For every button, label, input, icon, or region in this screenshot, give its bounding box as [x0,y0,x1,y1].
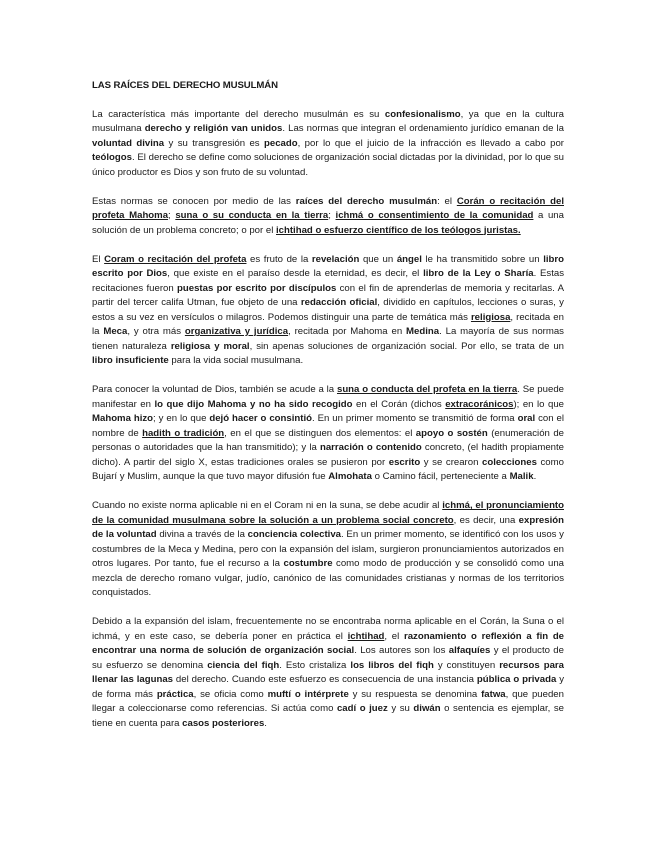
bold-text-run: escrito [388,456,421,468]
paragraph-4 [92,383,564,485]
bold-text-run: muftí o intérprete [267,688,349,700]
paragraph-3 [92,253,564,369]
text-run: ; y en lo que [153,413,210,424]
text-run: . Esto cristaliza [279,659,351,671]
bold-underlined-text-run: religiosa [470,311,511,323]
text-run: . Estas recitaciones fueron [92,268,564,294]
bold-text-run: cadí o juez [336,703,388,714]
bold-text-run: oral [517,413,536,424]
bold-text-run: libro de la Ley o Sharía [423,268,534,279]
bold-underlined-text-run: extracoránicos [445,398,514,410]
bold-text-run: ángel [396,253,422,265]
text-run: , que existe en el paraíso desde la eternidad, es decir, el [167,268,424,279]
text-run: a una solución de un problema concreto; o por el [92,210,564,236]
text-run: . En un primer momento, se identificó con los usos y costumbres de la Meca y Medina, pero con la expansión del islam, surgieron pronunciamientos autorizados en otros lugares. Por tanto, fue el recurso a la [92,529,564,569]
text-run: con el fin de aprenderlas de memoria y recitarlas. A partir del tercer califa Utman, fue objeto de una [92,282,564,308]
bold-text-run: fatwa [481,688,506,700]
text-run: El [92,253,105,265]
text-run: . En un primer momento se transmitió de forma [311,413,518,424]
text-run: es fruto de la [246,253,312,265]
bold-text-run: expresión de la voluntad [92,514,564,540]
text-run: , es decir, una [453,514,519,526]
bold-underlined-text-run: organizativa y jurídica [184,326,289,337]
bold-text-run: costumbre [283,558,333,569]
text-run: , el [384,630,404,642]
text-run: concreto, (el hadith propiamente dicho). A partir del siglo X, estas tradiciones orales se pusieron por [92,442,564,468]
text-run: , que pueden llegar a coleccionarse como referencias. Si actúa como [92,688,564,714]
bold-text-run: puestas por escrito por discípulos [177,282,337,294]
text-run: y su [387,703,414,714]
bold-text-run: diwán [413,703,441,714]
paragraph-2 [92,195,564,239]
text-run: , en el que se distinguen dos elementos: el [224,427,416,439]
bold-text-run: conciencia colectiva [247,529,342,540]
bold-text-run: redacción oficial [300,297,378,308]
text-run: , dividido en capítulos, lecciones o suras, y estos a su vez en versículos o milagros. Podemos distinguir una parte de temática más [92,297,564,323]
bold-text-run: práctica [156,688,194,700]
text-run: Debido a la expansión del islam, frecuentemente no se encontraba norma aplicable en el Corán, la Suna o el ichmá, y en este caso, se debería poner en práctica el [92,616,564,642]
text-run: La característica más importante del derecho musulmán es su [92,108,385,120]
bold-text-run: teólogos [92,152,132,163]
text-run: y de forma más [92,674,564,700]
bold-underlined-text-run: hadith o tradición [142,427,225,439]
text-run: del derecho. Cuando este esfuerzo es consecuencia de una instancia [173,674,477,685]
paragraph-1 [92,108,564,181]
text-run: . [264,717,267,729]
document-body [92,79,564,746]
text-run: y constituyen [433,659,500,671]
bold-text-run: razonamiento o reflexión a fin de encontrar una norma de solución de organización social [92,630,565,656]
page-title: LAS RAÍCES DEL DERECHO MUSULMÁN [92,80,278,91]
text-run: . [533,471,537,482]
text-run: , y otra más [127,326,185,337]
bold-text-run: lo que dijo Mahoma y no ha sido recogido [154,398,353,410]
text-run: , sin apenas soluciones de organización social. Por ello, se trata de un [249,340,565,352]
bold-text-run: pública o privada [476,674,557,685]
paragraph-6 [92,615,564,731]
bold-text-run: voluntad divina [92,137,165,149]
bold-text-run: narración o contenido [319,442,422,453]
text-run: con el nombre de [92,413,564,439]
text-run: , por lo que el juicio de la infracción es llevado a cabo por [297,137,564,149]
paragraph-container [92,108,564,732]
text-run: Para conocer la voluntad de Dios, también se acude a la [92,384,337,395]
text-run: que un [359,253,397,265]
text-run: ; [328,210,336,221]
bold-text-run: Mahoma hizo [92,413,154,424]
text-run: Cuando no existe norma aplicable ni en el Coram ni en la suna, se debe acudir al [92,500,443,511]
text-run: como modo de producción y se consolidó como una mezcla de derecho romano vulgar, judío, canónico de las comunidades cristianas y normas de los territorios conquistados. [92,558,565,598]
bold-underlined-text-run: ichtihad o esfuerzo científico de los teólogos juristas. [276,224,521,236]
bold-text-run: colecciones [482,456,537,468]
bold-text-run: Malik [509,471,534,482]
bold-text-run: raíces del derecho musulmán [295,195,438,207]
text-run: divina a través de la [156,529,248,540]
text-run: y su transgresión es [164,137,265,149]
text-run: , recitada por Mahoma en [288,326,407,337]
text-run: , ya que en la cultura musulmana [92,108,564,134]
text-run: en el Corán (dichos [352,398,446,410]
bold-text-run: religiosa y moral [170,340,250,352]
text-run: y el producto de su esfuerzo se denomina [92,645,564,671]
bold-text-run: dejó hacer o consintió [209,413,312,424]
bold-underlined-text-run: suna o su conducta en la tierra [175,210,329,221]
bold-underlined-text-run: Corán o recitación del profeta Mahoma [92,195,564,221]
text-run: ); en lo que [513,398,564,410]
bold-text-run: revelación [311,253,360,265]
text-run: ; [168,210,176,221]
bold-text-run: confesionalismo [384,108,461,120]
text-run: le ha transmitido sobre un [421,253,544,265]
bold-text-run: ciencia del fiqh [207,659,280,671]
bold-underlined-text-run: ichtihad [347,630,385,642]
bold-underlined-text-run: ichmá o consentimiento de la comunidad [335,210,534,221]
bold-underlined-text-run: Coram o recitación del profeta [104,253,247,265]
bold-underlined-text-run: suna o conducta del profeta en la tierra [336,384,518,395]
bold-text-run: casos posteriores [182,717,265,729]
bold-text-run: Medina [406,326,440,337]
text-run: o Camino fácil, perteneciente a [371,471,510,482]
text-run: Estas normas se conocen por medio de las [92,195,296,207]
text-run: (enumeración de personas o autoridades que la han transmitido); y la [92,427,564,453]
text-run: : el [437,195,457,207]
bold-text-run: recursos para llenar las lagunas [92,659,564,685]
bold-underlined-text-run: ichmá, el pronunciamiento de la comunidad musulmana sobre la solución a un problema social concreto [92,500,564,526]
text-run: para la vida social musulmana. [168,355,304,366]
bold-text-run: libro escrito por Dios [92,253,564,279]
text-run: . Los autores son los [354,645,449,656]
text-run: . La mayoría de sus normas tienen naturaleza [92,326,564,352]
text-run: . Se puede manifestar en [92,384,564,410]
bold-text-run: los libros del fiqh [350,659,434,671]
text-run: y su respuesta se denomina [348,688,482,700]
text-run: y se crearon [420,456,482,468]
text-run: como Bujarí y Muslim, aunque la que tuvo mayor difusión fue [92,456,564,482]
bold-text-run: derecho y religión van unidos [144,123,283,134]
bold-text-run: alfaquíes [448,645,491,656]
text-run: . El derecho se define como soluciones de organización social dictadas por la divinidad, por lo que su único productor es Dios y son fruto de su voluntad. [92,152,564,178]
text-run: , recitada en la [92,311,564,337]
paragraph-5 [92,499,564,601]
bold-text-run: libro insuficiente [92,355,169,366]
bold-text-run: Almohata [328,471,372,482]
bold-text-run: apoyo o sostén [415,427,488,439]
bold-text-run: pecado [264,137,298,149]
text-run: . Las normas que integran el ordenamiento jurídico emanan de la [282,123,564,134]
bold-text-run: Meca [103,326,128,337]
text-run: , se oficia como [193,688,268,700]
text-run: o sentencia es ejemplar, se tiene en cuenta para [92,703,564,729]
